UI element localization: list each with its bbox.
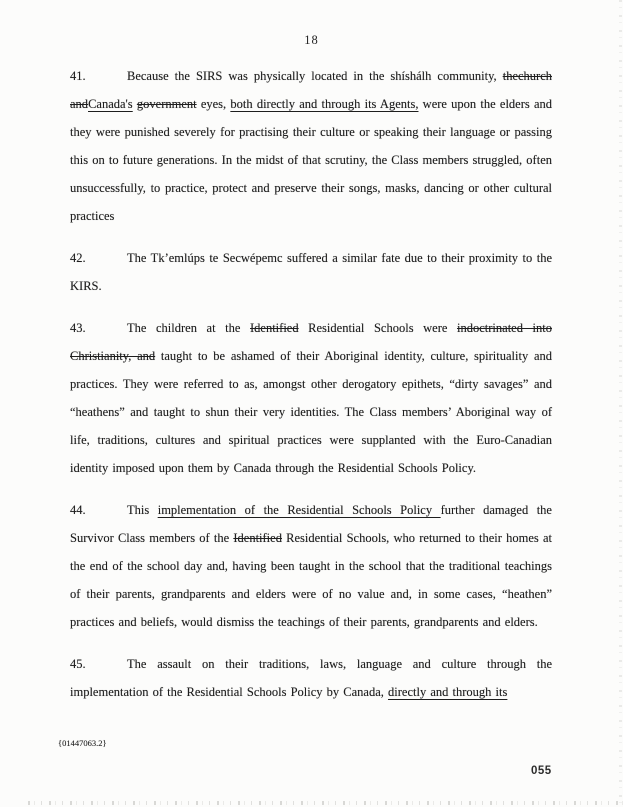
struck-text-run: Identified xyxy=(250,321,299,335)
paragraph-45 xyxy=(70,650,552,706)
bates-number: 055 xyxy=(531,765,552,777)
scan-edge-artifact-bottom xyxy=(28,801,623,805)
underlined-text-run: directly and through its xyxy=(388,685,508,699)
text-run: taught to be ashamed of their Aboriginal identity, culture, spirituality and practices. They were referred to as, amongst other derogatory epithets, “dirty savages” and “heathens” and taught to shun their very identities. The Class members’ Aboriginal way of life, traditions, cultures and spiritual practices were supplanted with the Euro-Canadian identity imposed upon them by Canada through the Residential Schools Policy. xyxy=(70,349,553,475)
text-run: eyes, xyxy=(196,97,231,111)
paragraph-41-number: 41. xyxy=(70,69,86,83)
paragraph-44 xyxy=(70,496,552,636)
paragraph-43 xyxy=(70,314,552,482)
scan-edge-artifact-right xyxy=(619,0,622,807)
underlined-text-run: Canada's xyxy=(88,97,133,111)
struck-text-run: thechurch xyxy=(502,69,552,83)
text-run: Residential Schools, who returned to their homes at the end of the school day and, having been taught in the school that the traditional teachings of their parents, grandparents and elders were of no value and, in some cases, “heathen” practices and beliefs, would dismiss the teachings of their parents, grandparents and elders. xyxy=(70,531,552,629)
text-run: This xyxy=(127,503,158,517)
text-run: The Tk’emlúps te Secwépemc suffered a similar fate due to their proximity to the KIRS. xyxy=(70,251,552,293)
struck-text-run: government xyxy=(136,97,197,111)
page-number: 18 xyxy=(304,33,319,47)
document-id-stamp: {01447063.2} xyxy=(58,738,107,748)
text-run: The children at the xyxy=(127,321,250,335)
paragraph-44-number: 44. xyxy=(70,503,86,517)
underlined-text-run: implementation of the Residential Schools Policy xyxy=(157,503,441,517)
document-body xyxy=(70,62,552,720)
struck-text-run: Identified xyxy=(233,531,282,545)
text-run: were upon the elders and they were punished severely for practising their culture or speaking their language or passing this on to future generations. In the midst of that scrutiny, the Class members struggled, often unsuccessfully, to practice, protect and preserve their songs, masks, dancing or other cultural practices xyxy=(70,97,553,223)
text-run: further damaged the Survivor Class members of the xyxy=(70,503,552,545)
paragraph-42-number: 42. xyxy=(70,251,86,265)
struck-text-run: indoctrinated into Christianity, and xyxy=(70,321,552,363)
paragraph-45-number: 45. xyxy=(70,657,86,671)
text-run: The assault on their traditions, laws, language and culture through the implementation of the Residential Schools Policy by Canada, xyxy=(70,657,552,699)
text-run: Residential Schools were xyxy=(298,321,458,335)
paragraph-43-number: 43. xyxy=(70,321,86,335)
paragraph-41 xyxy=(70,62,552,230)
struck-text-run: and xyxy=(70,97,89,111)
text-run: Because the SIRS was physically located in the shíshálh community, xyxy=(127,69,503,83)
underlined-text-run: both directly and through its Agents, xyxy=(230,97,419,111)
paragraph-42 xyxy=(70,244,552,300)
